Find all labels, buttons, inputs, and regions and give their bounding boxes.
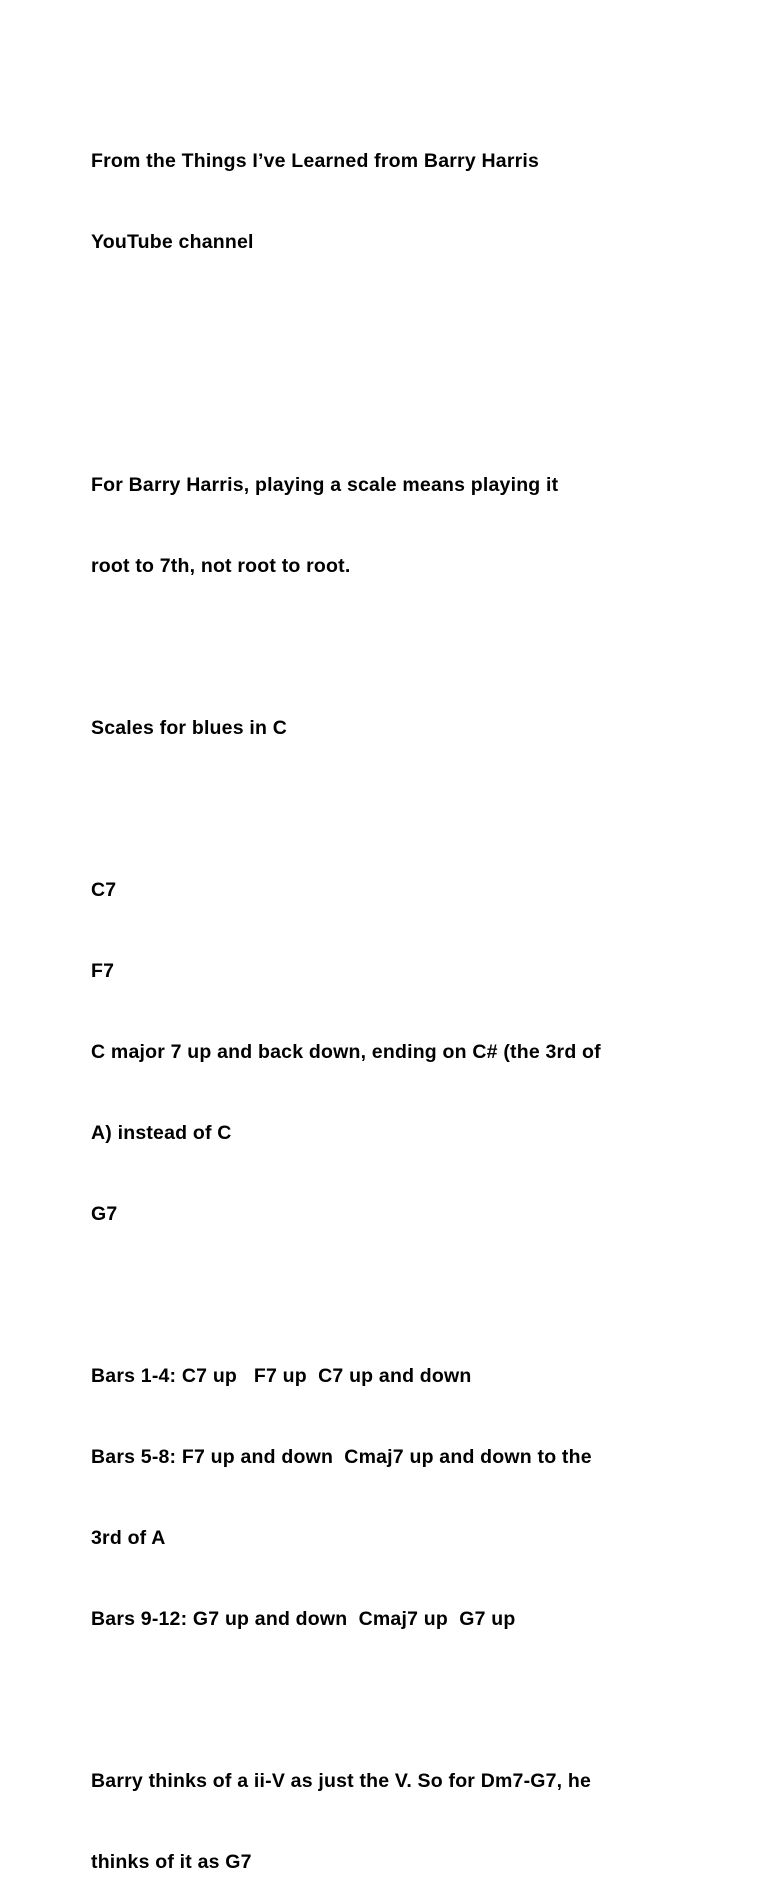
bars-1-4: Bars 1-4: C7 up F7 up C7 up and down — [91, 1365, 472, 1387]
intro-line-1: For Barry Harris, playing a scale means playing it — [91, 474, 559, 496]
scales-heading: Scales for blues in C — [91, 717, 288, 739]
ii-v-line-2: thinks of it as G7 — [91, 1851, 252, 1873]
spacer — [91, 1282, 691, 1309]
spacer — [91, 796, 691, 823]
bars-5-8-line-2: 3rd of A — [91, 1527, 166, 1549]
c-major-line-2: A) instead of C — [91, 1122, 232, 1144]
spacer — [91, 391, 691, 418]
chord-f7: F7 — [91, 960, 115, 982]
c-major-line-1: C major 7 up and back down, ending on C# (the 3rd of — [91, 1041, 601, 1063]
document-page — [91, 94, 691, 1903]
bars-5-8-line-1: Bars 5-8: F7 up and down Cmaj7 up and down to the — [91, 1446, 592, 1468]
chord-g7: G7 — [91, 1203, 118, 1225]
bars-9-12: Bars 9-12: G7 up and down Cmaj7 up G7 up — [91, 1608, 516, 1630]
chord-c7: C7 — [91, 879, 117, 901]
intro-line-2: root to 7th, not root to root. — [91, 555, 351, 577]
spacer — [91, 1687, 691, 1714]
spacer — [91, 634, 691, 661]
title-line-2: YouTube channel — [91, 231, 254, 253]
title-line-1: From the Things I’ve Learned from Barry Harris — [91, 150, 540, 172]
ii-v-line-1: Barry thinks of a ii-V as just the V. So for Dm7-G7, he — [91, 1770, 592, 1792]
spacer — [91, 310, 691, 337]
